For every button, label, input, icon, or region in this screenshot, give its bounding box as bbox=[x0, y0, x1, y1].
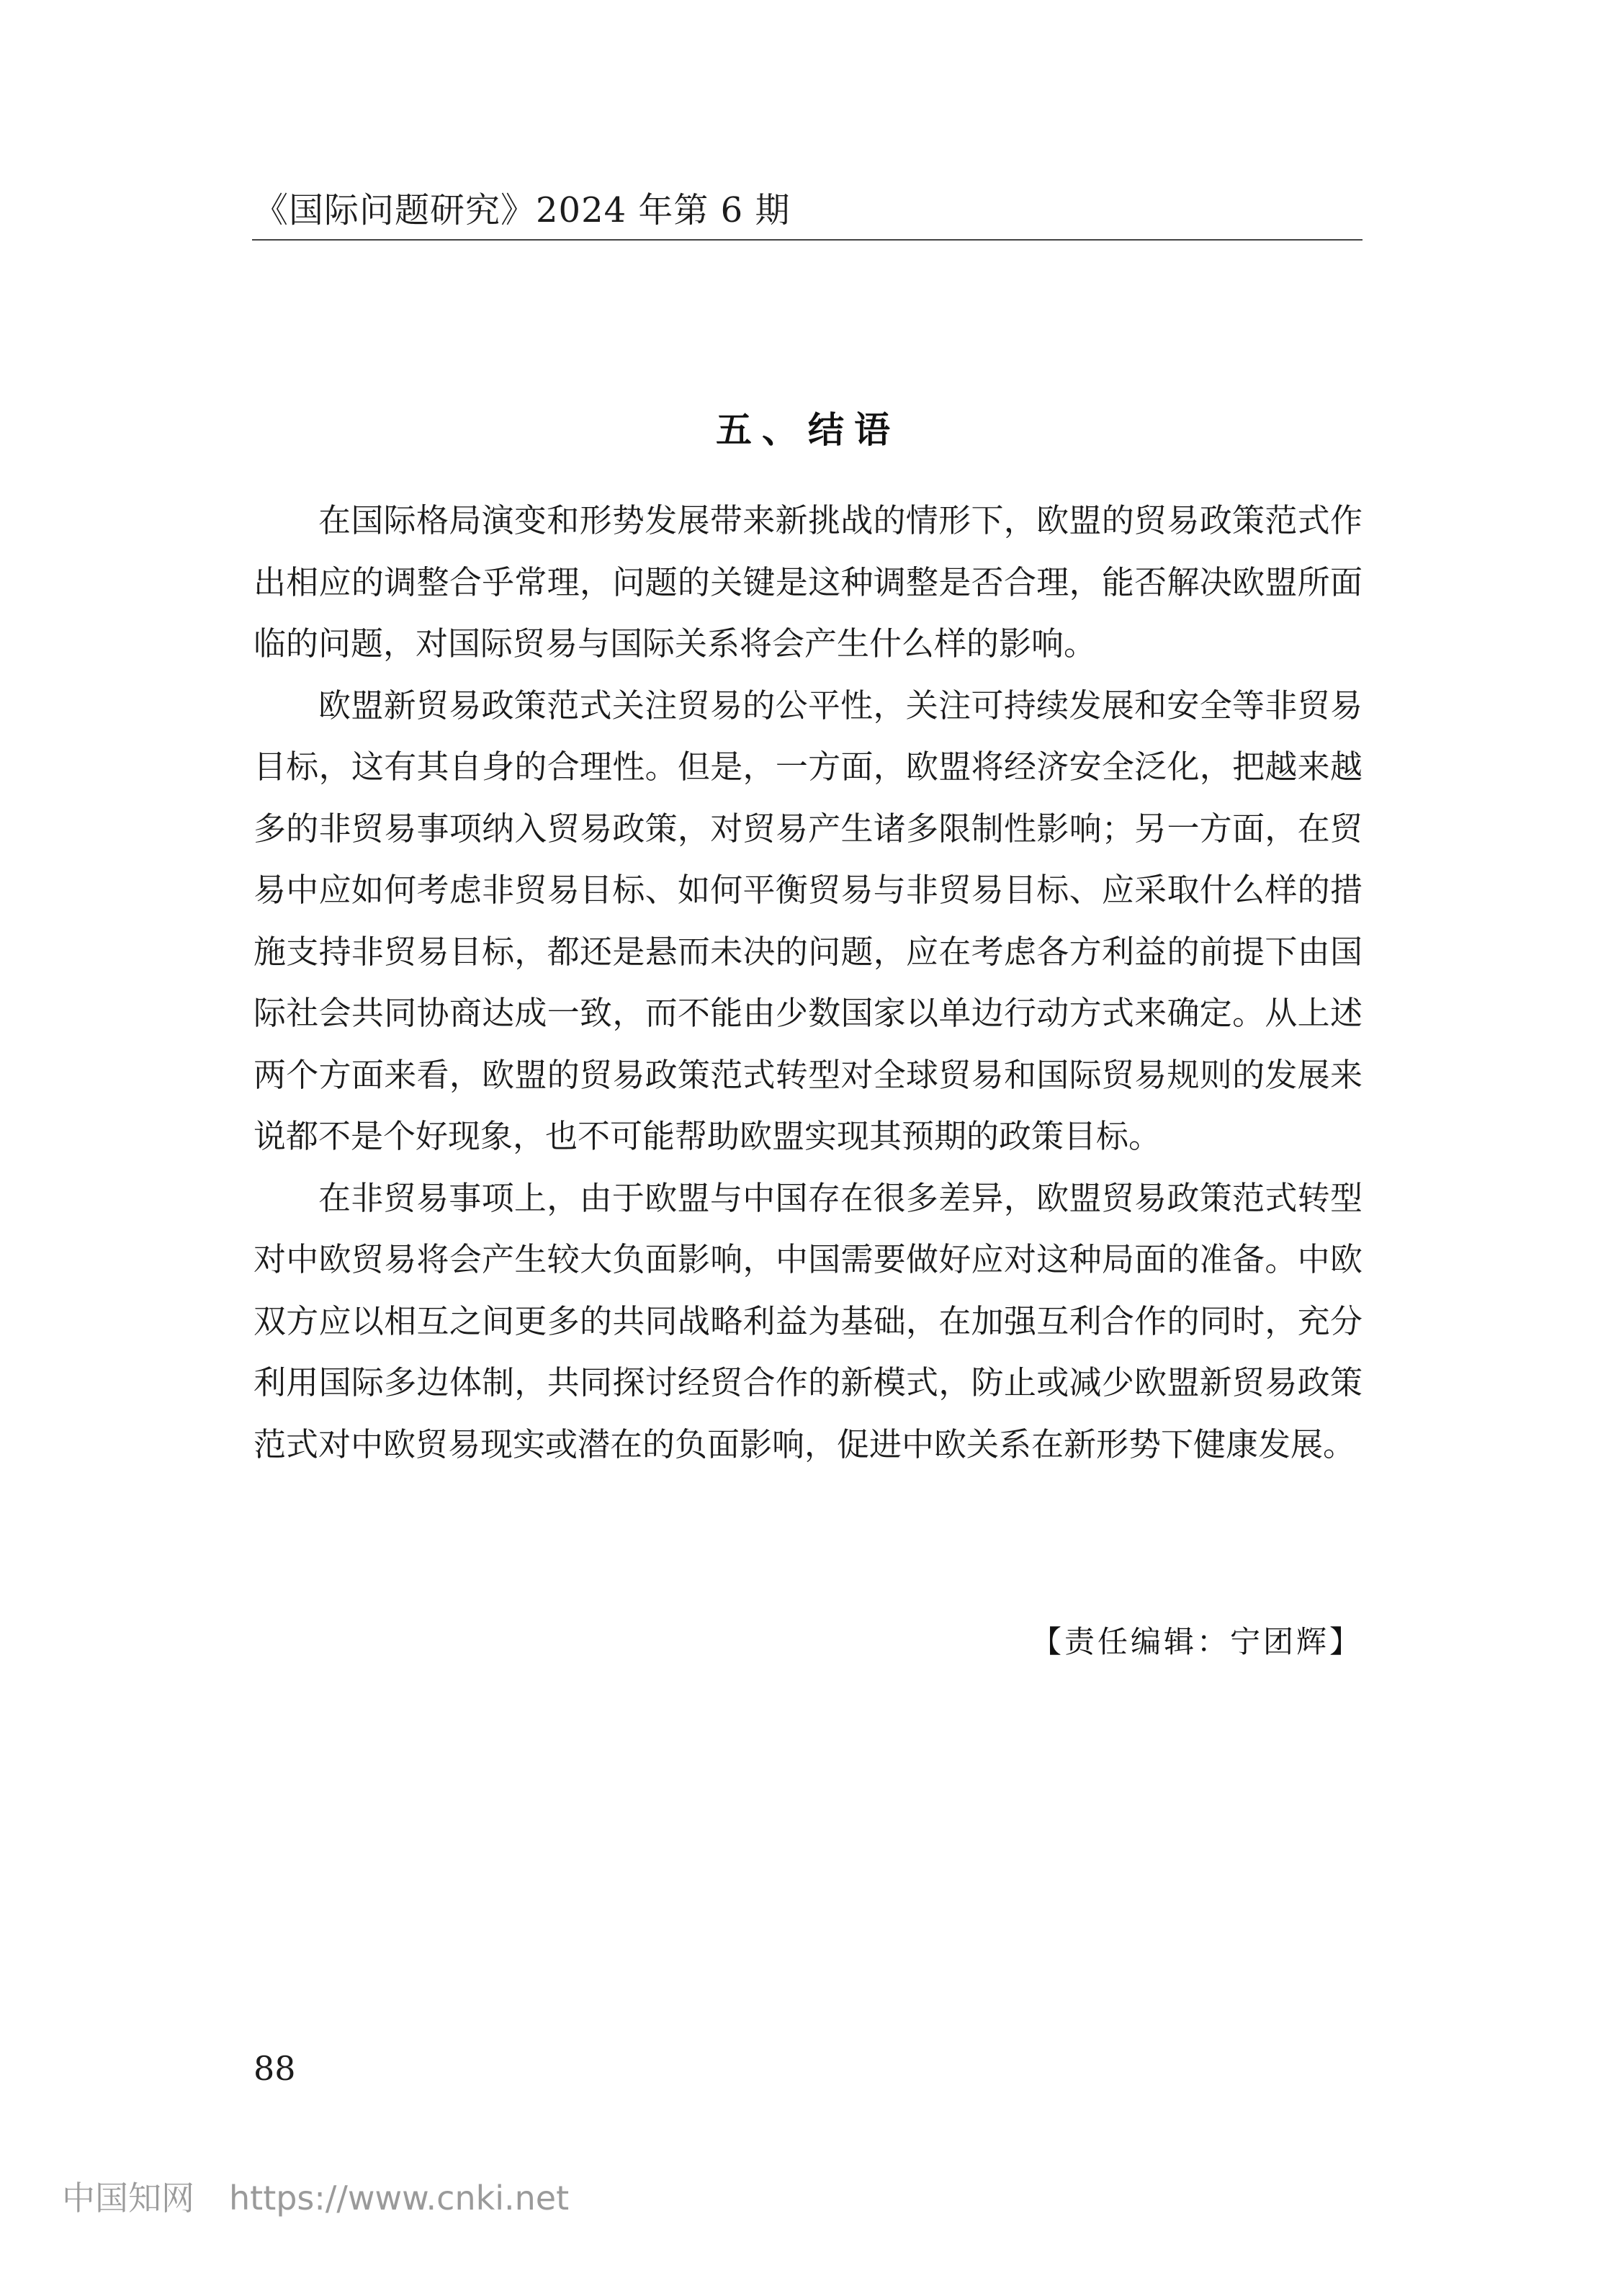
running-header: 《国际问题研究》2024 年第 6 期 bbox=[253, 190, 791, 230]
section-title: 五、结语 bbox=[716, 408, 900, 451]
header-rule bbox=[252, 239, 1363, 241]
paragraph-2: 欧盟新贸易政策范式关注贸易的公平性，关注可持续发展和安全等非贸易目标，这有其自身的合理性。但是，一方面，欧盟将经济安全泛化，把越来越多的非贸易事项纳入贸易政策，对贸易产生诸多限制性影响；另一方面，在贸易中应如何考虑非贸易目标、如何平衡贸易与非贸易目标、应采取什么样的措施支持非贸易目标，都还是悬而未决的问题，应在考虑各方利益的前提下由国际社会共同协商达成一致，而不能由少数国家以单边行动方式来确定。从上述两个方面来看，欧盟的贸易政策范式转型对全球贸易和国际贸易规则的发展来说都不是个好现象，也不可能帮助欧盟实现其预期的政策目标。 bbox=[253, 686, 1363, 1155]
paragraph-3: 在非贸易事项上，由于欧盟与中国存在很多差异，欧盟贸易政策范式转型对中欧贸易将会产生较大负面影响，中国需要做好应对这种局面的准备。中欧双方应以相互之间更多的共同战略利益为基础，在加强互利合作的同时，充分利用国际多边体制，共同探讨经贸合作的新模式，防止或减少欧盟新贸易政策范式对中欧贸易现实或潜在的负面影响，促进中欧关系在新形势下健康发展。 bbox=[253, 1178, 1363, 1463]
watermark-brand: 中国知网 bbox=[62, 2179, 194, 2217]
responsible-editor: 【责任编辑：宁团辉】 bbox=[1031, 1624, 1363, 1659]
watermark-url[interactable]: https://www.cnki.net bbox=[229, 2179, 570, 2217]
paragraph-1: 在国际格局演变和形势发展带来新挑战的情形下，欧盟的贸易政策范式作出相应的调整合乎常理，问题的关键是这种调整是否合理，能否解决欧盟所面临的问题，对国际贸易与国际关系将会产生什么样的影响。 bbox=[253, 501, 1363, 663]
page-number: 88 bbox=[253, 2049, 296, 2088]
cnki-watermark bbox=[62, 2176, 569, 2220]
body-text bbox=[253, 490, 1363, 1475]
